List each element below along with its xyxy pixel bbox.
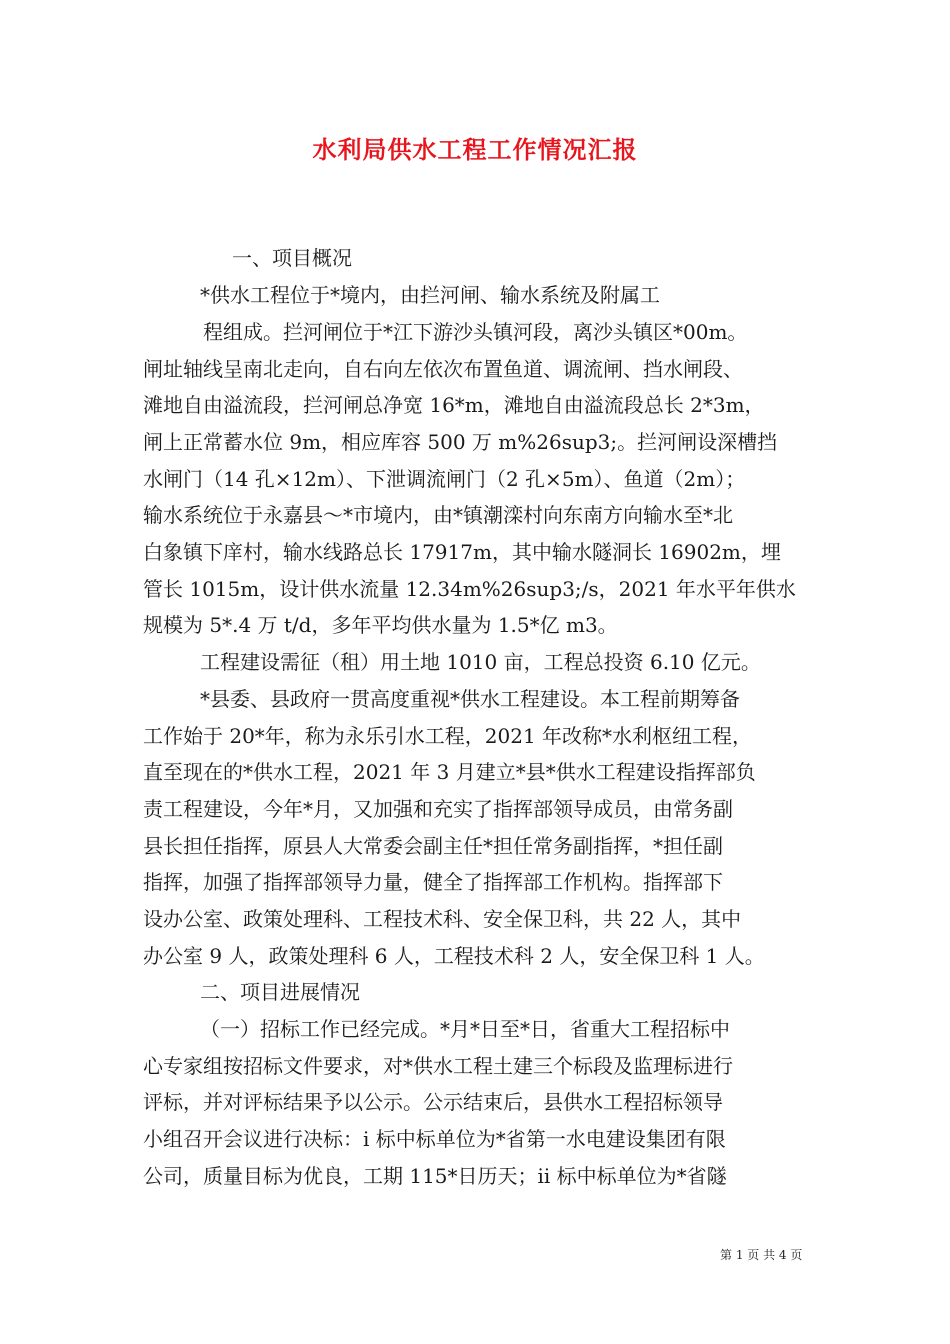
document-title: 水利局供水工程工作情况汇报 [312, 136, 638, 164]
body-line: 办公室 9 人，政策处理科 6 人，工程技术科 2 人，安全保卫科 1 人。 [143, 944, 765, 968]
body-line: *供水工程位于*境内，由拦河闸、输水系统及附属工 [200, 283, 660, 307]
body-line: 评标，并对评标结果予以公示。公示结束后，县供水工程招标领导 [143, 1090, 723, 1114]
body-line: 工作始于 20*年，称为永乐引水工程，2021 年改称*水利枢纽工程， [143, 724, 753, 748]
body-line: 闸上正常蓄水位 9m，相应库容 500 万 m%26sup3;。拦河闸设深槽挡 [143, 430, 778, 454]
body-line: 规模为 5*.4 万 t/d，多年平均供水量为 1.5*亿 m3。 [143, 613, 618, 637]
body-line: 二、项目进展情况 [200, 980, 360, 1004]
body-line: 县长担任指挥，原县人大常委会副主任*担任常务副指挥，*担任副 [143, 834, 723, 858]
body-line: 直至现在的*供水工程，2021 年 3 月建立*县*供水工程建设指挥部负 [143, 760, 756, 784]
body-line: 滩地自由溢流段，拦河闸总净宽 16*m，滩地自由溢流段总长 2*3m， [143, 393, 765, 417]
body-line: 小组召开会议进行决标：i 标中标单位为*省第一水电建设集团有限 [143, 1127, 726, 1151]
body-line: *县委、县政府一贯高度重视*供水工程建设。本工程前期筹备 [200, 687, 740, 711]
body-line: 程组成。拦河闸位于*江下游沙头镇河段，离沙头镇区*00m。 [203, 320, 748, 344]
body-line: 白象镇下庠村，输水线路总长 17917m，其中输水隧洞长 16902m，埋 [143, 540, 781, 564]
body-line: 设办公室、政策处理科、工程技术科、安全保卫科，共 22 人，其中 [143, 907, 742, 931]
body-line: 公司，质量目标为优良，工期 115*日历天；ii 标中标单位为*省隧 [143, 1164, 727, 1188]
body-line: 心专家组按招标文件要求，对*供水工程土建三个标段及监理标进行 [143, 1054, 733, 1078]
page-number: 第 1 页 共 4 页 [720, 1248, 803, 1262]
body-line: 管长 1015m，设计供水流量 12.34m%26sup3;/s，2021 年水平年供水 [143, 577, 796, 601]
body-line: 水闸门（14 孔×12m）、下泄调流闸门（2 孔×5m）、鱼道（2m）； [143, 467, 746, 491]
body-line: （一）招标工作已经完成。*月*日至*日，省重大工程招标中 [200, 1017, 730, 1041]
body-line: 指挥，加强了指挥部领导力量，健全了指挥部工作机构。指挥部下 [143, 870, 723, 894]
body-line: 责工程建设，今年*月，又加强和充实了指挥部领导成员，由常务副 [143, 797, 733, 821]
body-line: 输水系统位于永嘉县～*市境内，由*镇潮滦村向东南方向输水至*北 [143, 503, 733, 527]
body-line: 工程建设需征（租）用土地 1010 亩，工程总投资 6.10 亿元。 [200, 650, 761, 674]
body-line: 一、项目概况 [232, 246, 352, 270]
body-line: 闸址轴线呈南北走向，自右向左依次布置鱼道、调流闸、挡水闸段、 [143, 357, 743, 381]
